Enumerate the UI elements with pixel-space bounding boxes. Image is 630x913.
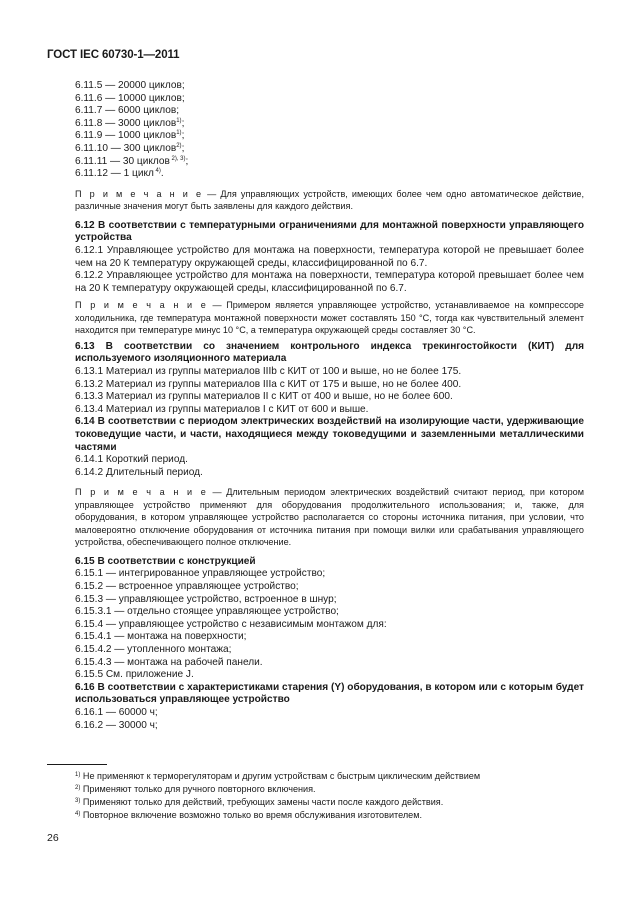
footnote: $^{3)}$ Применяют только для действий, требующих замены части после каждого действия.	[75, 797, 444, 807]
list-item: 6.15.4.1 — монтажа на поверхности;	[75, 631, 247, 643]
document-header: ГОСТ IEC 60730-1—2011	[47, 49, 180, 61]
list-item: 6.14.2 Длительный период.	[75, 466, 203, 478]
paragraph: 6.12.1 Управляющее устройство для монтажа на поверхности, температура которой не превышает более чем на 20 К температуру окружающей среды, классифицированной по 6.7.	[75, 244, 584, 269]
list-item: 6.15.4.2 — утопленного монтажа;	[75, 644, 232, 655]
page-number: 26	[47, 832, 59, 844]
section-heading: 6.14 В соответствии с периодом электрических воздействий на изолирующие части, удерживающие токоведущие части, и части, находящиеся между токоведущими и заземленными металлическими частями	[75, 416, 584, 453]
list-item: 6.11.5 — 20000 циклов;	[75, 80, 185, 91]
list-item: 6.15.4 — управляющее устройство с независимым монтажом для:	[75, 618, 387, 630]
list-item: 6.15.1 — интегрированное управляющее устройство;	[75, 568, 326, 580]
section-heading: 6.13 В соответствии со значением контрольного индекса трекингостойкости (КИТ) для используемого изоляционного материала	[75, 340, 584, 365]
list-item: 6.11.11 — 30 циклов $^{2), 3)}$;	[75, 155, 189, 167]
list-item: 6.16.2 — 30000 ч;	[75, 719, 158, 731]
list-item: 6.15.5 См. приложение J.	[75, 669, 194, 681]
section-heading: 6.16 В соответствии с характеристиками старения (Y) оборудования, в котором или с которым будет использоваться управляющее устройство	[75, 681, 584, 706]
footnote: $^{1)}$ Не применяют к терморегуляторам и другим устройствам с быстрым циклическим действием	[75, 771, 481, 781]
paragraph: 6.12.2 Управляющее устройство для монтажа на поверхности, температура которой превышает более чем на 20 К температуру окружающей среды, классифицированной по 6.7.	[75, 270, 584, 294]
cycle-list	[47, 80, 584, 181]
list-item: 6.11.12 — 1 цикл $^{4)}$.	[75, 168, 164, 180]
list-item: 6.13.2 Материал из группы материалов IIIa с КИТ от 175 и выше, но не более 400.	[75, 378, 462, 390]
list-item: 6.15.4.3 — монтажа на рабочей панели.	[75, 656, 263, 668]
footnotes	[75, 770, 595, 822]
list-item: 6.13.4 Материал из группы материалов I с КИТ от 600 и выше.	[75, 403, 369, 415]
list-item: 6.13.3 Материал из группы материалов II с КИТ от 400 и выше, но не более 600.	[75, 391, 453, 403]
list-item: 6.11.9 — 1000 циклов$^{1)}$;	[75, 130, 185, 142]
note: П р и м е ч а н и е — Примером является управляющее устройство, устанавливаемое на компрессоре холодильника, где температура монтажной поверхности может составлять 150 °С, тогда как чувствительный элемент находится при температуре минус 10 °С, а температура окружающей среды составляет 30 °С.	[75, 300, 584, 336]
list-item: 6.15.2 — встроенное управляющее устройство;	[75, 581, 299, 593]
list-item: 6.15.3 — управляющее устройство, встроенное в шнур;	[75, 593, 337, 605]
footnote: $^{2)}$ Применяют только для ручного повторного включения.	[75, 784, 316, 794]
list-item: 6.14.1 Короткий период.	[75, 454, 188, 466]
list-item: 6.11.8 — 3000 циклов$^{1)}$;	[75, 117, 185, 129]
list-item: 6.11.10 — 300 циклов$^{2)}$;	[75, 142, 185, 154]
list-item: 6.13.1 Материал из группы материалов IIIb с КИТ от 100 и выше, но не более 175.	[75, 366, 462, 377]
note: П р и м е ч а н и е — Длительным периодом электрических воздействий считают период, при котором управляющее устройство применяют для оборудования продолжительного использования; и, также, для оборудования, в котором управляющее устройство располагается со стороны источника питания, при условии, что маловероятно отключение оборудования от источника питания при помощи вилки или срабатывания управляющего устройства, обеспечивающего полное отключение.	[75, 487, 584, 548]
list-item: 6.11.6 — 10000 циклов;	[75, 92, 185, 104]
footnote-divider	[47, 764, 107, 765]
footnote: $^{4)}$ Повторное включение возможно только во время обслуживания изготовителем.	[75, 810, 422, 820]
page-body	[47, 80, 584, 732]
section-heading: 6.12 В соответствии с температурными ограничениями для монтажной поверхности управляющего устройства	[75, 219, 584, 244]
note: П р и м е ч а н и е — Для управляющих устройств, имеющих более чем одно автоматическое действие, различные значения могут быть заявлены для каждого действия.	[75, 188, 584, 212]
section-heading: 6.15 В соответствии с конструкцией	[75, 555, 256, 567]
list-item: 6.16.1 — 60000 ч;	[75, 706, 158, 718]
list-item: 6.15.3.1 — отдельно стоящее управляющее устройство;	[75, 606, 339, 618]
list-item: 6.11.7 — 6000 циклов;	[75, 105, 180, 117]
